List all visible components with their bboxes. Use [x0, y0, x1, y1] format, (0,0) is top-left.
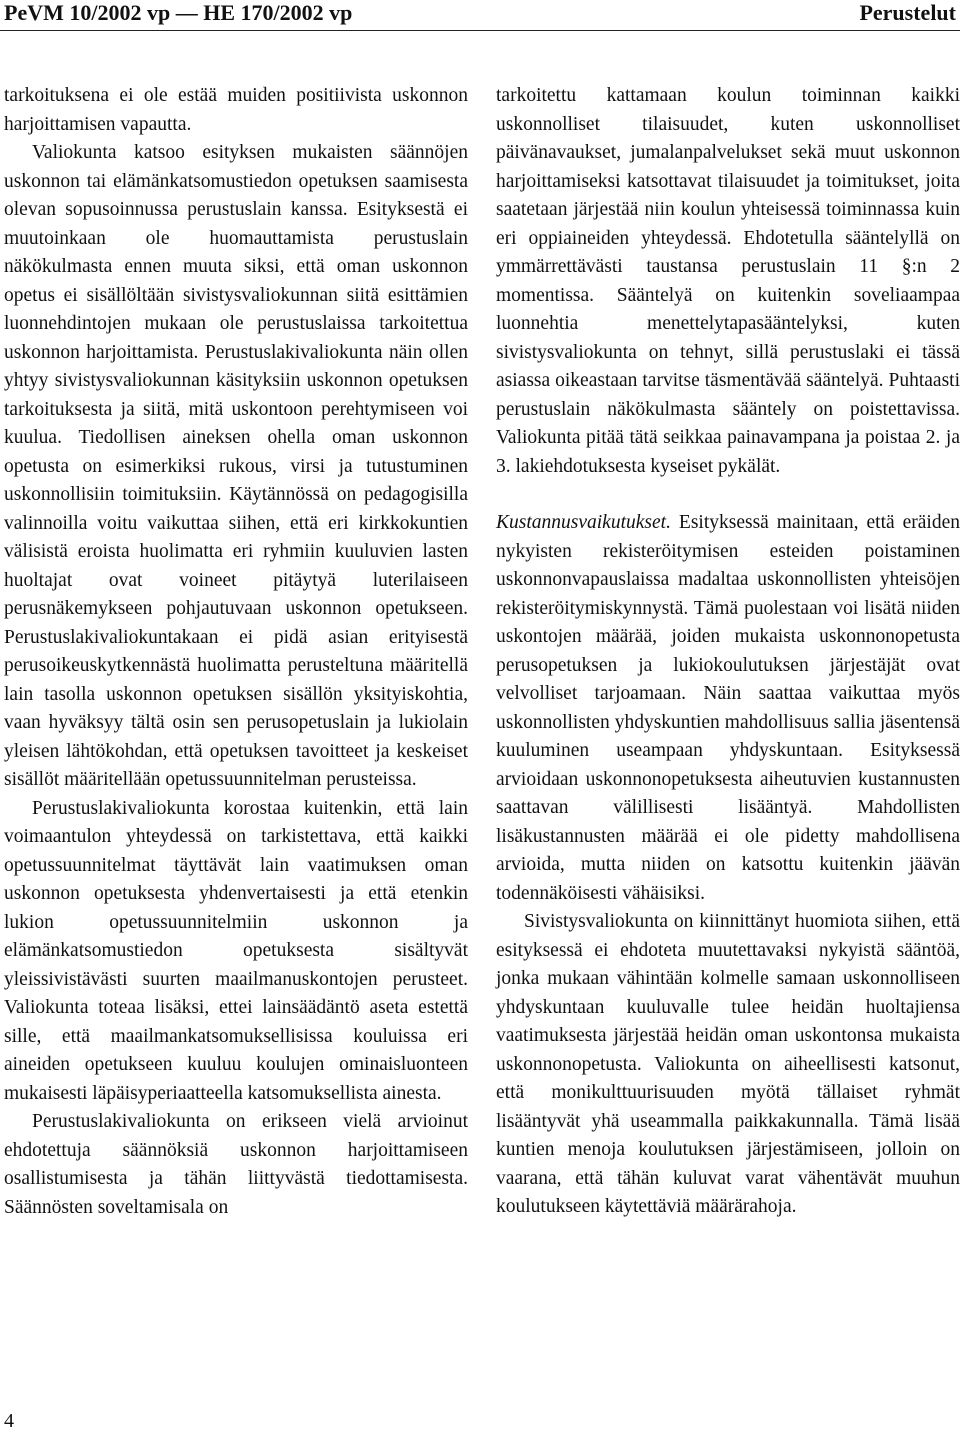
page-header [0, 0, 960, 31]
paragraph-costs [496, 509, 960, 908]
left-column [4, 82, 468, 1222]
paragraph: Perustuslakivaliokunta on erikseen vielä arvioinut ehdotettuja säännöksiä uskonnon harjoittamiseen osallistumisesta ja tähän liittyvästä tiedottamisesta. Säännösten soveltamisala on [4, 1111, 468, 1218]
paragraph: Perustuslakivaliokunta korostaa kuitenkin, että lain voimaantulon yhteydessä on tarkistettava, että kaikki opetussuunnitelmat täyttävät lain vaatimuksen oman uskonnon opetuksesta yhdenvertaisesti ja että etenkin lukion opetussuunnitelmiin uskonnon ja elämänkatsomustiedon opetuksesta sisältyvät yleissivistävästi suurten maailmanuskontojen perusteet. Valiokunta toteaa lisäksi, ettei lainsäädäntö aseta estettä sille, että maailmankatsomuksellisissa kouluissa eri aineiden opetukseen kuuluu koulujen ominaisluonteen mukaisesti läpäisyperiaatteella katsomuksellista ainesta. [4, 797, 468, 1104]
paragraph: tarkoituksena ei ole estää muiden positiivista uskonnon harjoittamisen vapautta. [4, 85, 468, 135]
page-number: 4 [4, 1410, 14, 1432]
right-column [496, 82, 960, 1222]
paragraph: Valiokunta katsoo esityksen mukaisten säännöjen uskonnon tai elämänkatsomustiedon opetuksen saamisesta olevan sopusoinnussa perustuslain kanssa. Esityksestä ei muutoinkaan ole huomauttamista perustuslain näkökulmasta ennen muuta siksi, että oman uskonnon opetus ei sisällöltään sivistysvaliokunnan siitä esittämien luonnehdintojen mukaan ole perustuslaissa tarkoitettua uskonnon harjoittamista. Perustuslakivaliokunta näin ollen yhtyy sivistysvaliokunnan käsityksiin uskonnon opetuksen tarkoituksesta ja siitä, mitä uskontoon perehtymiseen voi kuulua. Tiedollisen aineksen ohella oman uskonnon opetusta on esimerkiksi rukous, virsi ja tutustuminen uskonnollisiin toimituksiin. Käytännössä on pedagogisilla valinnoilla voitu vaikuttaa siihen, että eri kirkkokuntien välisistä eroista huolimatta eri ryhmiin kuuluvien lasten huoltajat ovat voineet pitäytyä luterilaiseen perusnäkemykseen pohjautuvaan uskonnon opetukseen. Perustuslakivaliokuntakaan ei pidä asian erityisestä perusoikeuskytkennästä huolimatta perusteltuna määritellä lain tasolla uskonnon opetuksen sisällön yksityiskohtia, vaan hyväksyy tältä osin sen perusopetuslain ja lukiolain yleisen lähtökohdan, että opetuksen tavoitteet ja keskeiset sisällöt määritellään opetussuunnitelman perusteissa. [4, 142, 468, 790]
paragraph: Sivistysvaliokunta on kiinnittänyt huomiota siihen, että esityksessä ei ehdoteta muutettavaksi nykyistä sääntöä, jonka mukaan vähintään kolmelle samaan uskonnolliseen yhdyskuntaan kuuluvalle tulee heidän huoltajiensa vaatimuksesta järjestää heidän oman uskontonsa mukaista uskonnonopetusta. Valiokunta on aiheellisesti katsonut, että monikulttuurisuuden myötä tällaiset ryhmät lisääntyvät yhä useammalla paikkakunnalla. Tämä lisää kuntien menoja koulutuksen järjestämiseen, jolloin on vaarana, että tähän kuluvat varat vähentävät muuhun koulutukseen käytettäviä määrärahoja. [496, 911, 960, 1217]
section-title: Perustelut [859, 0, 956, 25]
paragraph: tarkoitettu kattamaan koulun toiminnan kaikki uskonnolliset tilaisuudet, kuten uskonnolliset päivänavaukset, jumalanpalvelukset sekä muut uskonnon harjoittamiseksi katsottavat tilaisuudet ja toimitukset, joita saatetaan järjestää niin koulun yhteisessä toiminnassa kuin eri oppiaineiden yhteydessä. Ehdotetulla sääntelyllä on ymmärrettävästi taustansa perustuslain 11 §:n 2 momentissa. Sääntelyä on kuitenkin soveliaampaa luonnehtia menettelytapasääntelyksi, kuten sivistysvaliokunta on tehnyt, sillä perustuslaki ei tässä asiassa oikeastaan tarvitse täsmentävää sääntelyä. Puhtaasti perustuslain näkökulmasta sääntely on poistettavissa. Valiokunta pitää tätä seikkaa painavampana ja poistaa 2. ja 3. lakiehdotuksesta kyseiset pykälät. [496, 85, 960, 477]
subheading: Kustannusvaikutukset. [496, 512, 671, 533]
paragraph-text: Esityksessä mainitaan, että eräiden nykyisten rekisteröitymisen esteiden poistaminen uskonnonvapauslaissa madaltaa uskonnollisten yhteisöjen rekisteröitymiskynnystä. Tämä puolestaan voi lisätä niiden uskontojen määrää, joiden mukaista uskonnonopetusta perusopetuksen ja lukiokoulutuksen järjestäjät ovat velvolliset tarjoamaan. Näin saattaa vaikuttaa myös uskonnollisten yhdyskuntien mahdollisuus sallia jäsentensä kuuluminen useampaan yhdyskuntaan. Esityksessä arvioidaan uskonnonopetuksesta aiheutuvien kustannusten saattavan välillisesti lisääntyä. Mahdollisten lisäkustannusten määrää ei ole pidetty mahdollisena arvioida, mutta niiden on katsottu kuitenkin jäävän todennäköisesti vähäisiksi. [496, 512, 960, 904]
document-reference: PeVM 10/2002 vp — HE 170/2002 vp [4, 0, 353, 25]
